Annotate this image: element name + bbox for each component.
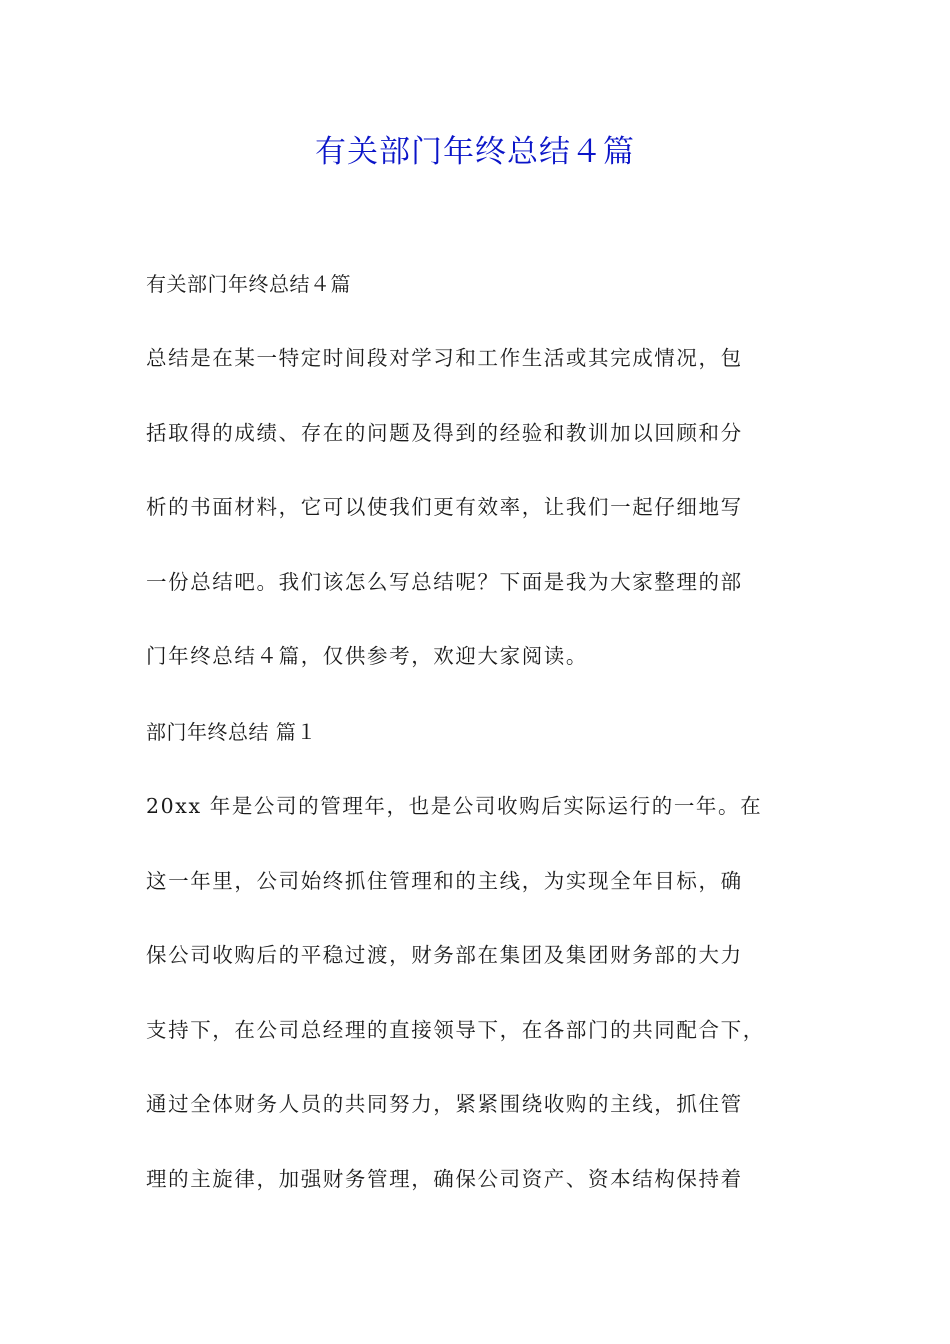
body-line: 这一年里，公司始终抓住管理和的主线，为实现全年目标，确 [146,868,743,893]
document-title: 有关部门年终总结４篇 [315,134,635,170]
body-line: 通过全体财务人员的共同努力，紧紧围绕收购的主线，抓住管 [146,1092,743,1116]
intro-line: 析的书面材料，它可以使我们更有效率，让我们一起仔细地写 [146,495,743,519]
intro-line: 门年终总结４篇，仅供参考，欢迎大家阅读。 [146,644,588,668]
body-line: 理的主旋律，加强财务管理，确保公司资产、资本结构保持着 [146,1166,743,1191]
body-line: 支持下，在公司总经理的直接领导下，在各部门的共同配合下， [146,1017,765,1042]
document-subtitle: 有关部门年终总结４篇 [146,272,351,296]
body-line: 20xx 年是公司的管理年，也是公司收购后实际运行的一年。在 [146,794,763,818]
intro-line: 括取得的成绩、存在的问题及得到的经验和教训加以回顾和分 [146,420,743,445]
section-body-paragraph [146,790,810,1237]
section-heading: 部门年终总结 篇１ [146,720,317,744]
intro-paragraph [146,342,810,715]
intro-line: 一份总结吧。我们该怎么写总结呢？下面是我为大家整理的部 [146,569,743,594]
intro-line: 总结是在某一特定时间段对学习和工作生活或其完成情况，包 [146,346,743,370]
body-line: 保公司收购后的平稳过渡，财务部在集团及集团财务部的大力 [146,943,743,967]
